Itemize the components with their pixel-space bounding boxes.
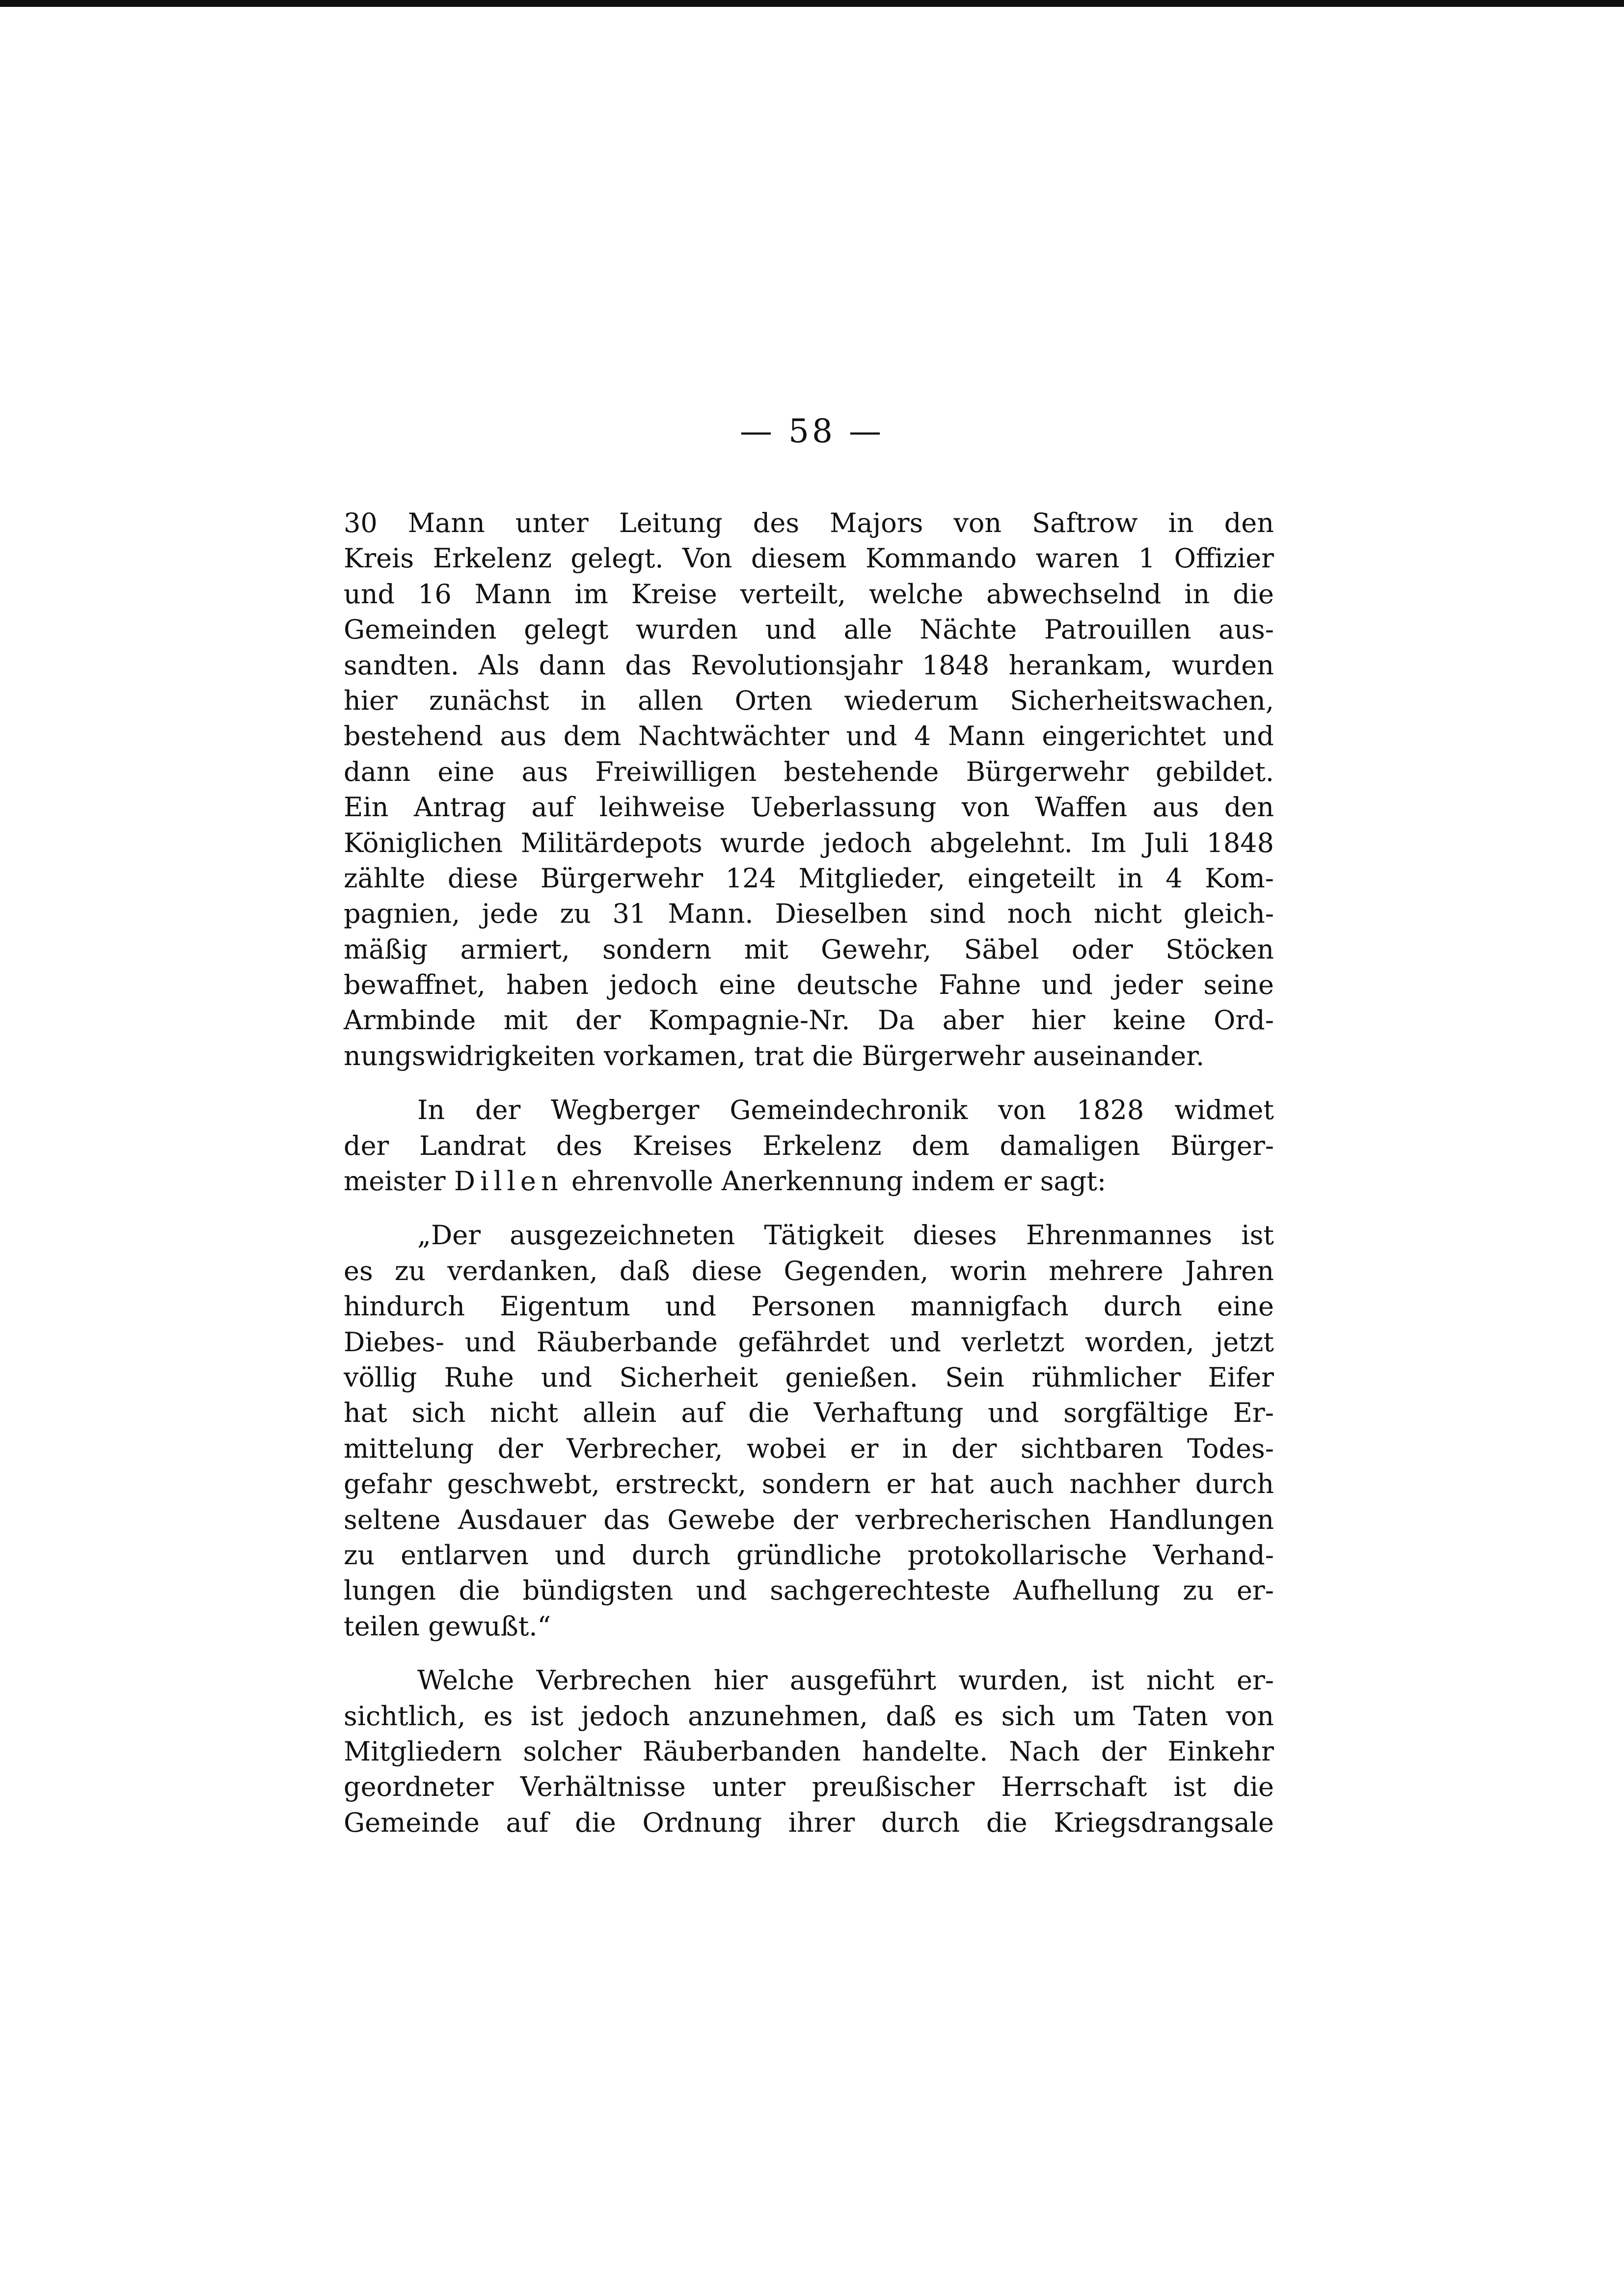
text-line: und 16 Mann im Kreise verteilt, welche abwechselnd in die: [344, 578, 1274, 610]
text-line: dann eine aus Freiwilligen bestehende Bürgerwehr gebildet.: [344, 756, 1274, 787]
text-line: völlig Ruhe und Sicherheit genießen. Sein rühmlicher Eifer: [344, 1362, 1274, 1393]
text-line: Kreis Erkelenz gelegt. Von diesem Kommando waren 1 Offizier: [344, 543, 1274, 574]
text-line: Gemeinde auf die Ordnung ihrer durch die Kriegsdrangsale: [344, 1807, 1274, 1838]
paragraph-gap: [344, 1074, 1274, 1093]
paragraph-3-quote: [344, 1218, 1274, 1644]
text-line: pagnien, jede zu 31 Mann. Dieselben sind noch nicht gleich-: [344, 898, 1274, 930]
text-line: sichtlich, es ist jedoch anzunehmen, daß es sich um Taten von: [344, 1700, 1274, 1732]
text-fragment: ehrenvolle Anerkennung indem er sagt:: [571, 1166, 1107, 1197]
text-line: 30 Mann unter Leitung des Majors von Saftrow in den: [344, 507, 1274, 538]
text-line: mittelung der Verbrecher, wobei er in der sichtbaren Todes-: [344, 1433, 1274, 1464]
text-line: Königlichen Militärdepots wurde jedoch abgelehnt. Im Juli 1848: [344, 827, 1274, 858]
paragraph-gap: [344, 1644, 1274, 1663]
paragraph-gap: [344, 1199, 1274, 1218]
text-fragment: meister: [344, 1166, 446, 1197]
text-line: zählte diese Bürgerwehr 124 Mitglieder, eingeteilt in 4 Kom-: [344, 862, 1274, 894]
text-line: nungswidrigkeiten vorkamen, trat die Bürgerwehr auseinander.: [344, 1040, 1205, 1071]
text-line: Mitgliedern solcher Räuberbanden handelte. Nach der Einkehr: [344, 1735, 1274, 1767]
text-line: bewaffnet, haben jedoch eine deutsche Fahne und jeder seine: [344, 969, 1274, 1001]
text-line: Welche Verbrechen hier ausgeführt wurden, ist nicht er-: [417, 1665, 1274, 1696]
text-line: es zu verdanken, daß diese Gegenden, worin mehrere Jahren: [344, 1255, 1274, 1286]
text-line: gefahr geschwebt, erstreckt, sondern er hat auch nachher durch: [344, 1468, 1274, 1500]
text-line: sandten. Als dann das Revolutionsjahr 1848 herankam, wurden: [344, 649, 1274, 681]
body-text: [344, 506, 1274, 1841]
text-line: hindurch Eigentum und Personen mannigfach durch eine: [344, 1291, 1274, 1322]
paragraph-4: [344, 1663, 1274, 1841]
text-line: teilen gewußt.“: [344, 1610, 551, 1642]
text-line: der Landrat des Kreises Erkelenz dem damaligen Bürger-: [344, 1130, 1274, 1161]
text-line: [344, 1164, 1274, 1199]
text-line: Armbinde mit der Kompagnie-Nr. Da aber hier keine Ord-: [344, 1005, 1274, 1036]
paragraph-2: [344, 1093, 1274, 1199]
text-line: seltene Ausdauer das Gewebe der verbrecherischen Handlungen: [344, 1504, 1274, 1535]
text-line: Diebes- und Räuberbande gefährdet und verletzt worden, jetzt: [344, 1326, 1274, 1358]
text-line: mäßig armiert, sondern mit Gewehr, Säbel oder Stöcken: [344, 934, 1274, 965]
mayor-name-spaced: Dillen: [454, 1166, 563, 1197]
page-number: — 58 —: [740, 412, 884, 450]
text-line: „Der ausgezeichneten Tätigkeit dieses Ehrenmannes ist: [417, 1220, 1274, 1251]
text-line: hat sich nicht allein auf die Verhaftung und sorgfältige Er-: [344, 1397, 1274, 1429]
text-line: Ein Antrag auf leihweise Ueberlassung von Waffen aus den: [344, 792, 1274, 823]
text-line: In der Wegberger Gemeindechronik von 1828 widmet: [417, 1095, 1274, 1126]
text-line: Gemeinden gelegt wurden und alle Nächte Patrouillen aus-: [344, 614, 1274, 645]
paragraph-1: [344, 506, 1274, 1074]
text-line: bestehend aus dem Nachtwächter und 4 Mann eingerichtet und: [344, 721, 1274, 752]
text-line: hier zunächst in allen Orten wiederum Sicherheitswachen,: [344, 685, 1274, 716]
text-line: geordneter Verhältnisse unter preußischer Herrschaft ist die: [344, 1771, 1274, 1803]
text-line: lungen die bündigsten und sachgerechteste Aufhellung zu er-: [344, 1575, 1274, 1606]
top-border-rule: [0, 0, 1624, 7]
text-line: zu entlarven und durch gründliche protokollarische Verhand-: [344, 1539, 1274, 1571]
